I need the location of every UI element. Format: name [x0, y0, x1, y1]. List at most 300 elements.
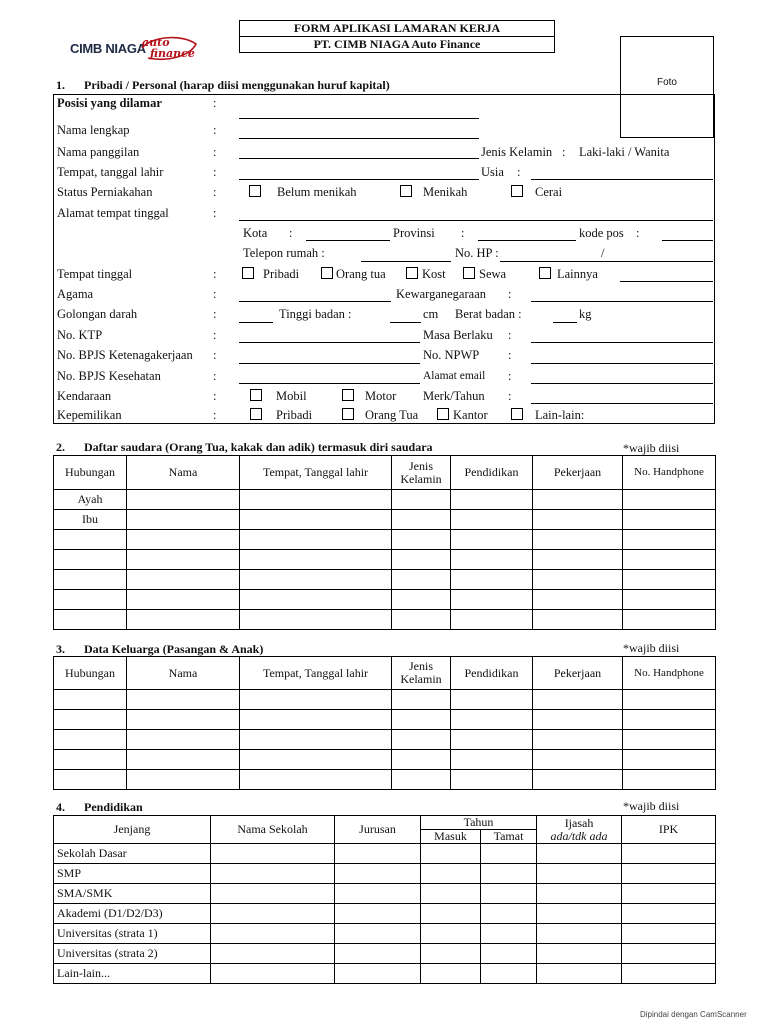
header-ijasah-label: Ijasah: [564, 815, 594, 830]
cell[interactable]: [211, 844, 335, 864]
section3-title-text: Data Keluarga (Pasangan & Anak): [84, 642, 264, 656]
label-ttl: Tempat, tanggal lahir: [57, 165, 164, 179]
cell-hubungan[interactable]: [54, 610, 127, 630]
label-merk-tahun: Merk/Tahun: [423, 389, 485, 403]
cell[interactable]: [127, 490, 240, 510]
cell[interactable]: [623, 570, 716, 590]
cell[interactable]: [537, 864, 622, 884]
table-row[interactable]: [54, 550, 716, 570]
cell[interactable]: [240, 570, 392, 590]
cell-jenjang: Universitas (strata 1): [54, 924, 211, 944]
header-jurusan: Jurusan: [335, 816, 421, 844]
cell[interactable]: [421, 884, 481, 904]
colon: :: [508, 369, 512, 383]
header-ttl: Tempat, Tanggal lahir: [240, 657, 392, 690]
colon: :: [508, 287, 512, 301]
header-handphone: No. Handphone: [623, 657, 716, 690]
cell[interactable]: [421, 864, 481, 884]
keluarga-table: [53, 656, 716, 790]
table-row[interactable]: [54, 864, 716, 884]
label-berat-badan: Berat badan :: [455, 307, 522, 321]
kendaraan-motor-label: Motor: [365, 389, 397, 403]
section1-title-text: Pribadi / Personal (harap diisi menggunakan huruf kapital): [84, 78, 390, 92]
label-kewarganegaraan: Kewarganegaraan: [396, 287, 486, 301]
cell-hubungan[interactable]: [54, 590, 127, 610]
status-menikah-label: Menikah: [423, 185, 468, 199]
header-hubungan: Hubungan: [54, 657, 127, 690]
checkbox-milik-orangtua[interactable]: [342, 408, 354, 420]
colon: :: [213, 369, 217, 383]
tinggal-kost-label: Kost: [422, 267, 446, 281]
checkbox-mobil[interactable]: [250, 389, 262, 401]
cell-hubungan[interactable]: Ayah: [54, 490, 127, 510]
header-pendidikan: Pendidikan: [451, 456, 533, 490]
cell[interactable]: [392, 490, 451, 510]
usia-field[interactable]: [531, 179, 713, 180]
checkbox-tinggal-lainnya[interactable]: [539, 267, 551, 279]
colon: :: [508, 348, 512, 362]
colon: :: [213, 185, 217, 199]
cell-hubungan[interactable]: Ibu: [54, 510, 127, 530]
cell[interactable]: [421, 964, 481, 984]
bpjs-tk-field[interactable]: [239, 363, 420, 364]
section3-number: 3.: [56, 642, 65, 656]
cell[interactable]: [533, 730, 623, 750]
cell[interactable]: [623, 750, 716, 770]
cell[interactable]: [623, 610, 716, 630]
telepon-field[interactable]: [361, 261, 451, 262]
nohp-slash: /: [601, 246, 605, 260]
label-kg: kg: [579, 307, 592, 321]
cell-hubungan[interactable]: [54, 550, 127, 570]
cell[interactable]: [127, 590, 240, 610]
cell-hubungan[interactable]: [54, 770, 127, 790]
cell[interactable]: [211, 964, 335, 984]
cell[interactable]: [623, 550, 716, 570]
header-nama: Nama: [127, 456, 240, 490]
colon: :: [461, 226, 465, 240]
cell[interactable]: [335, 864, 421, 884]
header-jenjang: Jenjang: [54, 816, 211, 844]
cell[interactable]: [533, 490, 623, 510]
header-jenis-kelamin: Jenis Kelamin: [392, 456, 451, 490]
logo-sub-text-auto: auto: [142, 36, 170, 49]
bpjs-kes-field[interactable]: [239, 383, 420, 384]
cell-hubungan[interactable]: [54, 690, 127, 710]
cell[interactable]: [623, 690, 716, 710]
colon: :: [636, 226, 640, 240]
table-row[interactable]: [54, 884, 716, 904]
cell[interactable]: [533, 590, 623, 610]
cell[interactable]: [451, 730, 533, 750]
ttl-field[interactable]: [239, 179, 479, 180]
table-row[interactable]: [54, 924, 716, 944]
status-cerai-label: Cerai: [535, 185, 563, 199]
section4-number: 4.: [56, 800, 65, 814]
cell[interactable]: [127, 770, 240, 790]
cell-hubungan[interactable]: [54, 530, 127, 550]
table-row[interactable]: [54, 490, 716, 510]
label-agama: Agama: [57, 287, 94, 301]
cell[interactable]: [421, 944, 481, 964]
cell-jenjang: Sekolah Dasar: [54, 844, 211, 864]
cell[interactable]: [392, 730, 451, 750]
colon: :: [213, 123, 217, 137]
colon: :: [562, 145, 566, 159]
cell[interactable]: [392, 570, 451, 590]
table-row[interactable]: [54, 964, 716, 984]
tinggal-sewa-label: Sewa: [479, 267, 507, 281]
company-name: PT. CIMB NIAGA Auto Finance: [239, 36, 555, 53]
tinggal-lainnya-label: Lainnya: [557, 267, 598, 281]
agama-field[interactable]: [239, 301, 391, 302]
label-provinsi: Provinsi: [393, 226, 435, 240]
cell[interactable]: [622, 864, 716, 884]
cell[interactable]: [451, 570, 533, 590]
ktp-field[interactable]: [239, 342, 420, 343]
header-handphone: No. Handphone: [623, 456, 716, 490]
cell[interactable]: [127, 710, 240, 730]
header-hubungan: Hubungan: [54, 456, 127, 490]
cell[interactable]: [533, 750, 623, 770]
colon: :: [213, 206, 217, 220]
cell[interactable]: [533, 550, 623, 570]
cell[interactable]: [623, 490, 716, 510]
checkbox-tinggal-sewa[interactable]: [463, 267, 475, 279]
cell[interactable]: [392, 550, 451, 570]
saudara-table: [53, 455, 716, 630]
cell[interactable]: [481, 864, 537, 884]
cell[interactable]: [240, 610, 392, 630]
header-tamat: Tamat: [481, 830, 537, 844]
header-jenis-kelamin: Jenis Kelamin: [392, 657, 451, 690]
header-ijasah: [537, 816, 622, 844]
provinsi-field[interactable]: [478, 240, 576, 241]
colon: :: [508, 389, 512, 403]
npwp-field[interactable]: [531, 363, 713, 364]
label-ktp: No. KTP: [57, 328, 103, 342]
cell[interactable]: [127, 730, 240, 750]
checkbox-milik-pribadi[interactable]: [250, 408, 262, 420]
cell-jenjang: Akademi (D1/D2/D3): [54, 904, 211, 924]
cell[interactable]: [451, 590, 533, 610]
cell[interactable]: [335, 924, 421, 944]
label-telepon: Telepon rumah :: [243, 246, 325, 260]
nama-lengkap-field[interactable]: [239, 138, 479, 139]
cell-hubungan[interactable]: [54, 750, 127, 770]
colon: :: [508, 328, 512, 342]
milik-orangtua-label: Orang Tua: [365, 408, 419, 422]
cell[interactable]: [240, 490, 392, 510]
cell[interactable]: [481, 884, 537, 904]
cell[interactable]: [240, 710, 392, 730]
cell[interactable]: [451, 550, 533, 570]
cell[interactable]: [481, 924, 537, 944]
cell-hubungan[interactable]: [54, 710, 127, 730]
form-title: FORM APLIKASI LAMARAN KERJA: [239, 20, 555, 37]
cell[interactable]: [533, 610, 623, 630]
label-bpjs-kes: No. BPJS Kesehatan: [57, 369, 161, 383]
logo-main-text: CIMB NIAGA: [70, 41, 146, 56]
cell[interactable]: [211, 864, 335, 884]
cell[interactable]: [392, 510, 451, 530]
cell[interactable]: [421, 924, 481, 944]
cell[interactable]: [240, 550, 392, 570]
table-row[interactable]: [54, 530, 716, 550]
saudara-header-row: [54, 456, 716, 490]
colon: :: [213, 307, 217, 321]
label-kota: Kota: [243, 226, 268, 240]
label-usia: Usia: [481, 165, 504, 179]
colon: :: [213, 96, 217, 110]
label-status: Status Perniakahan: [57, 185, 153, 199]
cell-hubungan[interactable]: [54, 570, 127, 590]
cell[interactable]: [127, 550, 240, 570]
berat-badan-field[interactable]: [553, 322, 577, 323]
cell[interactable]: [623, 730, 716, 750]
label-nama-panggilan: Nama panggilan: [57, 145, 140, 159]
cell[interactable]: [127, 610, 240, 630]
table-row[interactable]: [54, 570, 716, 590]
cell-hubungan[interactable]: [54, 730, 127, 750]
section4-required-note: *wajib diisi: [623, 799, 680, 813]
cell[interactable]: [533, 510, 623, 530]
cell[interactable]: [127, 570, 240, 590]
table-row[interactable]: [54, 710, 716, 730]
cell[interactable]: [240, 750, 392, 770]
section3-required-note: *wajib diisi: [623, 641, 680, 655]
cell[interactable]: [623, 530, 716, 550]
cell[interactable]: [481, 964, 537, 984]
cell[interactable]: [240, 770, 392, 790]
header-pekerjaan: Pekerjaan: [533, 456, 623, 490]
section1-title: [56, 78, 390, 93]
label-npwp: No. NPWP: [423, 348, 480, 362]
checkbox-menikah[interactable]: [400, 185, 412, 197]
label-kepemilikan: Kepemilikan: [57, 408, 122, 422]
label-cm: cm: [423, 307, 439, 321]
cell[interactable]: [392, 610, 451, 630]
alamat-field[interactable]: [239, 220, 713, 221]
cell[interactable]: [392, 690, 451, 710]
cell[interactable]: [481, 944, 537, 964]
cell-jenjang: Lain-lain...: [54, 964, 211, 984]
cell[interactable]: [451, 770, 533, 790]
cell[interactable]: [240, 730, 392, 750]
cell[interactable]: [481, 904, 537, 924]
table-row[interactable]: [54, 844, 716, 864]
header-masuk: Masuk: [421, 830, 481, 844]
email-field[interactable]: [531, 383, 713, 384]
cell[interactable]: [392, 710, 451, 730]
cell[interactable]: [127, 690, 240, 710]
cell[interactable]: [533, 710, 623, 730]
section4-title: [56, 800, 143, 815]
cell[interactable]: [451, 750, 533, 770]
colon: :: [213, 287, 217, 301]
header-ijasah-sub: ada/tdk ada: [550, 828, 608, 843]
cell-jenjang: SMA/SMK: [54, 884, 211, 904]
cell[interactable]: [127, 750, 240, 770]
table-row[interactable]: [54, 770, 716, 790]
pendidikan-header-row: [54, 816, 716, 830]
table-row[interactable]: [54, 610, 716, 630]
cell[interactable]: [392, 530, 451, 550]
cell[interactable]: [533, 570, 623, 590]
cell[interactable]: [537, 904, 622, 924]
colon: :: [517, 165, 521, 179]
checkbox-milik-lainlain[interactable]: [511, 408, 523, 420]
cell[interactable]: [537, 964, 622, 984]
cell[interactable]: [623, 510, 716, 530]
cell[interactable]: [335, 964, 421, 984]
cell[interactable]: [533, 770, 623, 790]
cell[interactable]: [451, 490, 533, 510]
kodepos-field[interactable]: [662, 240, 713, 241]
table-row[interactable]: [54, 730, 716, 750]
milik-lainlain-label: Lain-lain:: [535, 408, 585, 422]
table-row[interactable]: [54, 904, 716, 924]
cell[interactable]: [537, 884, 622, 904]
cell[interactable]: [392, 770, 451, 790]
cell[interactable]: [240, 530, 392, 550]
label-nohp: No. HP :: [455, 246, 499, 260]
cell[interactable]: [392, 750, 451, 770]
checkbox-tinggal-kost[interactable]: [406, 267, 418, 279]
cell[interactable]: [421, 844, 481, 864]
tinggal-lainnya-field[interactable]: [620, 281, 713, 282]
header-pendidikan: Pendidikan: [451, 657, 533, 690]
pendidikan-table: [53, 815, 716, 984]
tinggi-badan-field[interactable]: [390, 322, 421, 323]
header-nama: Nama: [127, 657, 240, 690]
header-ipk: IPK: [622, 816, 716, 844]
cell[interactable]: [211, 924, 335, 944]
cell[interactable]: [335, 904, 421, 924]
cell[interactable]: [623, 710, 716, 730]
cell[interactable]: [622, 904, 716, 924]
nama-panggilan-field[interactable]: [239, 158, 479, 159]
section4-title-text: Pendidikan: [84, 800, 143, 814]
header-pekerjaan: Pekerjaan: [533, 657, 623, 690]
header-nama-sekolah: Nama Sekolah: [211, 816, 335, 844]
logo-sub-text-finance: finance: [150, 47, 195, 60]
kewarganegaraan-field[interactable]: [531, 301, 713, 302]
cell[interactable]: [240, 510, 392, 530]
colon: :: [213, 328, 217, 342]
photo-label: Foto: [656, 77, 677, 88]
table-row[interactable]: [54, 510, 716, 530]
colon: :: [213, 267, 217, 281]
cell[interactable]: [240, 690, 392, 710]
label-alamat: Alamat tempat tinggal: [57, 206, 169, 220]
cell[interactable]: [335, 844, 421, 864]
label-bpjs-tk: No. BPJS Ketenagakerjaan: [57, 348, 193, 362]
label-kodepos: kode pos: [579, 226, 624, 240]
colon: :: [289, 226, 293, 240]
cell[interactable]: [622, 944, 716, 964]
cell[interactable]: [335, 944, 421, 964]
header-tahun: Tahun: [421, 816, 537, 830]
checkbox-motor[interactable]: [342, 389, 354, 401]
cell[interactable]: [481, 844, 537, 864]
table-row[interactable]: [54, 690, 716, 710]
cell[interactable]: [127, 530, 240, 550]
cell[interactable]: [622, 884, 716, 904]
label-jenis-kelamin: Jenis Kelamin: [481, 145, 553, 159]
jenis-kelamin-options[interactable]: Laki-laki / Wanita: [579, 145, 670, 159]
cell[interactable]: [622, 924, 716, 944]
merk-tahun-field[interactable]: [531, 403, 713, 404]
nohp-field[interactable]: [500, 261, 713, 262]
cell[interactable]: [622, 964, 716, 984]
cell[interactable]: [451, 610, 533, 630]
cell-jenjang: SMP: [54, 864, 211, 884]
logo-swoosh-icon: [138, 34, 200, 64]
section1-number: 1.: [56, 78, 65, 92]
cell[interactable]: [623, 590, 716, 610]
colon: :: [213, 348, 217, 362]
cell[interactable]: [392, 590, 451, 610]
colon: :: [213, 389, 217, 403]
posisi-field[interactable]: [239, 118, 479, 119]
cell[interactable]: [537, 924, 622, 944]
keluarga-header-row: [54, 657, 716, 690]
cell[interactable]: [537, 944, 622, 964]
label-tempat-tinggal: Tempat tinggal: [57, 267, 133, 281]
cell[interactable]: [622, 844, 716, 864]
scanner-watermark: Dipindai dengan CamScanner: [640, 1010, 747, 1019]
status-belum-menikah-label: Belum menikah: [277, 185, 357, 199]
cell[interactable]: [451, 530, 533, 550]
cell[interactable]: [537, 844, 622, 864]
cell[interactable]: [533, 690, 623, 710]
cell[interactable]: [211, 904, 335, 924]
cell[interactable]: [533, 530, 623, 550]
checkbox-milik-kantor[interactable]: [437, 408, 449, 420]
tinggal-orangtua-label: Orang tua: [336, 267, 386, 281]
cell[interactable]: [211, 944, 335, 964]
table-row[interactable]: [54, 750, 716, 770]
cell[interactable]: [623, 770, 716, 790]
label-tinggi-badan: Tinggi badan :: [279, 307, 352, 321]
golongan-darah-field[interactable]: [239, 322, 273, 323]
colon: :: [213, 408, 217, 422]
checkbox-cerai[interactable]: [511, 185, 523, 197]
cell[interactable]: [240, 590, 392, 610]
cell[interactable]: [421, 904, 481, 924]
checkbox-belum-menikah[interactable]: [249, 185, 261, 197]
cell[interactable]: [335, 884, 421, 904]
section2-number: 2.: [56, 440, 65, 454]
cell[interactable]: [451, 710, 533, 730]
cell[interactable]: [451, 690, 533, 710]
kota-field[interactable]: [306, 240, 390, 241]
cell[interactable]: [127, 510, 240, 530]
cell[interactable]: [451, 510, 533, 530]
label-kendaraan: Kendaraan: [57, 389, 112, 403]
colon: :: [213, 145, 217, 159]
cell[interactable]: [211, 884, 335, 904]
table-row[interactable]: [54, 944, 716, 964]
checkbox-tinggal-orangtua[interactable]: [321, 267, 333, 279]
checkbox-tinggal-pribadi[interactable]: [242, 267, 254, 279]
label-golongan-darah: Golongan darah: [57, 307, 138, 321]
section2-required-note: *wajib diisi: [623, 441, 680, 455]
label-posisi: Posisi yang dilamar: [57, 96, 162, 110]
table-row[interactable]: [54, 590, 716, 610]
masa-berlaku-field[interactable]: [531, 342, 713, 343]
